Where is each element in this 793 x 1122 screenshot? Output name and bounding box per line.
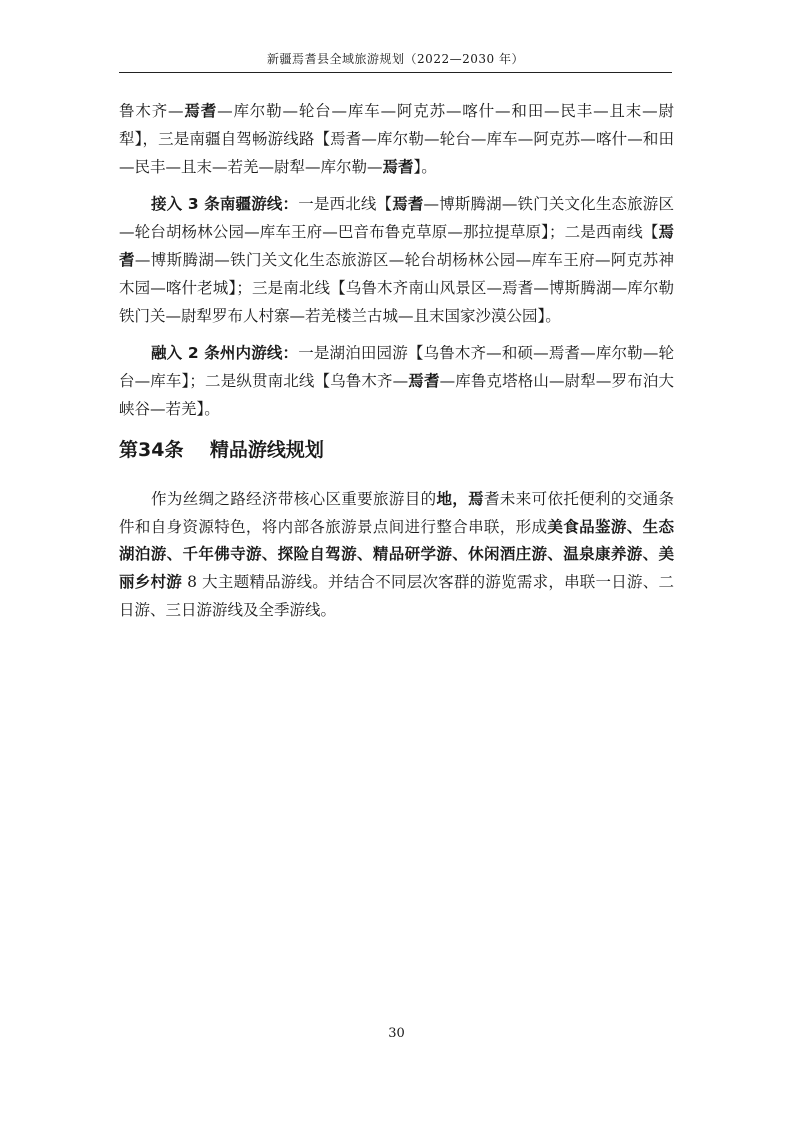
article-number: 第34条 [119,438,184,461]
article-title: 精品游线规划 [209,438,324,461]
text-run: 作为丝绸之路经济带核心区重要旅游目的 [151,489,437,508]
text-run: 一是西北线【 [298,195,393,214]
paragraph-south-xinjiang-routes [119,191,674,330]
bold-text-run: 焉耆 [382,157,414,176]
bold-text-run: 美食品鉴游、生态湖泊游、千年佛寺游、探险自驾游、精品研学游、休闲酒庄游、温泉康养游、美丽乡村游 [119,517,674,592]
text-run: 鲁木齐— [119,102,184,120]
bold-text-run: 焉耆 [408,372,440,391]
text-run: 8 大主题精品游线。并结合不同层次客群的游览需求，串联一日游、二日游、三日游游线及全季游线。 [119,573,674,619]
bold-text-run: 焉耆 [392,195,424,214]
page-number: 30 [388,1026,405,1041]
article-heading [119,436,674,464]
text-run: —库鲁克塔格山—尉犁—罗布泊大峡谷—若羌】。 [119,372,674,418]
text-run: 耆未来可依托便利的交通条件和自身资源特色，将内部各旅游景点间进行整合串联，形成 [119,489,674,536]
header-rule [119,72,672,73]
bold-text-run: 焉耆 [119,223,674,269]
text-run: —库尔勒—轮台—库车—阿克苏—喀什—和田—民丰—且末—尉犁】，三是南疆自驾畅游线路【焉耆—库尔勒—轮台—库车—阿克苏—喀什—和田—民丰—且末—若羌—尉犁—库尔勒— [119,102,674,176]
paragraph-prefecture-routes [119,340,674,423]
text-run: 一是湖泊田园游【乌鲁木齐—和硕—焉耆—库尔勒—轮台—库车】；二是纵贯南北线【乌鲁木齐— [119,344,674,391]
bold-text-run: 接入 3 条南疆游线： [151,195,299,214]
running-header: 新疆焉耆县全域旅游规划（2022—2030 年） [267,52,524,66]
paragraph-routes-continued [119,98,674,181]
text-run: —博斯腾湖—铁门关文化生态旅游区—轮台胡杨林公园—库车王府—阿克苏神木园—喀什老城】；三是南北线【乌鲁木齐南山风景区—焉耆—博斯腾湖—库尔勒铁门关—尉犁罗布人村寨—若羌楼兰古城—且末国家沙漠公园】。 [119,250,674,325]
bold-text-run: 焉耆 [183,102,218,120]
paragraph-premium-routes [119,486,674,625]
bold-text-run: 融入 2 条州内游线： [151,344,299,363]
bold-text-run: 地，焉 [436,489,485,508]
text-run: 】。 [413,157,437,176]
text-run: —博斯腾湖—铁门关文化生态旅游区—轮台胡杨林公园—库车王府—巴音布鲁克草原—那拉提草原】；二是西南线【 [119,195,674,242]
page-content [119,98,674,625]
